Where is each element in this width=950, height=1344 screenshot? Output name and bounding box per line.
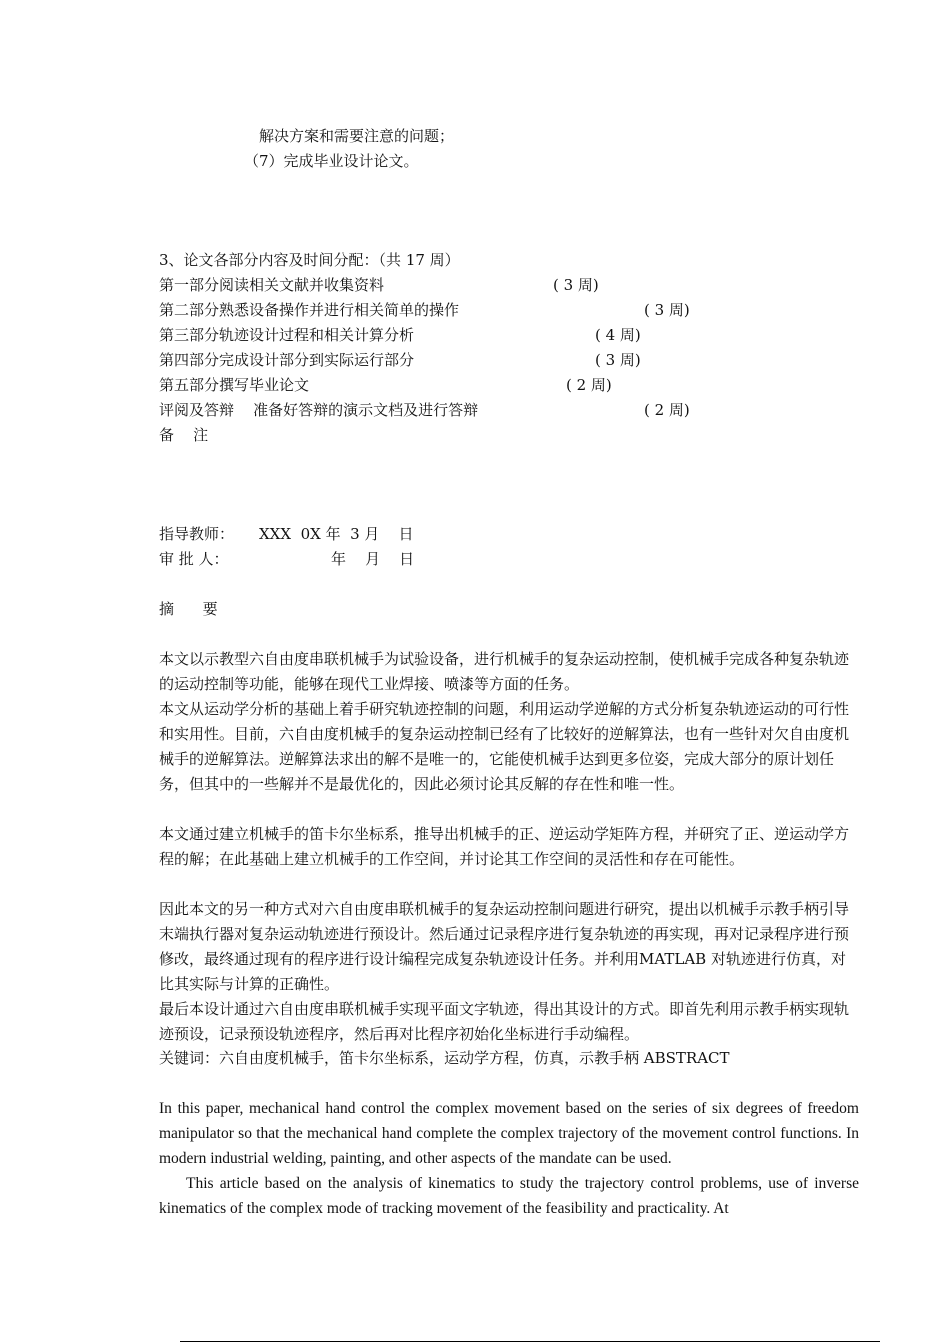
schedule-row-weeks: ( 4 周): [595, 326, 641, 344]
intro-line-1: 解决方案和需要注意的问题；: [259, 127, 455, 145]
keywords-line: 关键词：六自由度机械手，笛卡尔坐标系，运动学方程，仿真，示教手柄 ABSTRACT: [159, 1049, 730, 1067]
schedule-row-label: 第二部分熟悉设备操作并进行相关简单的操作: [159, 301, 460, 319]
approver-value: 年 月 日: [331, 550, 415, 568]
abstract-paragraph: 本文通过建立机械手的笛卡尔坐标系，推导出机械手的正、逆运动学矩阵方程，并研究了正、逆运动学方程的解；在此基础上建立机械手的工作空间，并讨论其工作空间的灵活性和存在可能性。: [159, 825, 850, 868]
schedule-row-weeks: ( 3 周): [595, 351, 641, 369]
schedule-row-label: 第五部分撰写毕业论文: [159, 376, 310, 394]
english-paragraph: This article based on the analysis of kinematics to study the trajectory control problems, use of inverse kinematics of the complex mode of tracking movement of the feasibility and practicality. At: [159, 1175, 859, 1217]
abstract-paragraph: 最后本设计通过六自由度串联机械手实现平面文字轨迹，得出其设计的方式。即首先利用示教手柄实现轨迹预设，记录预设轨迹程序，然后再对比程序初始化坐标进行手动编程。: [159, 1000, 850, 1043]
footer-divider: [180, 1341, 880, 1342]
remarks-label: 备 注: [159, 426, 209, 444]
schedule-row-weeks: ( 3 周): [553, 276, 599, 294]
intro-line-2: （7）完成毕业设计论文。: [244, 152, 419, 170]
approver-label: 审 批 人：: [159, 550, 229, 568]
schedule-row-weeks: ( 2 周): [644, 401, 690, 419]
advisor-label: 指导教师：: [159, 525, 235, 543]
abstract-paragraph: 因此本文的另一种方式对六自由度串联机械手的复杂运动控制问题进行研究，提出以机械手示教手柄引导末端执行器对复杂运动轨迹进行预设计。然后通过记录程序进行复杂轨迹的再实现，再对记录程序进行预修改，最终通过现有的程序进行设计编程完成复杂轨迹设计任务。并利用MATLAB 对轨迹进行仿真，对比其实际与计算的正确性。: [159, 900, 850, 993]
schedule-heading: 3、论文各部分内容及时间分配：（共 17 周）: [159, 251, 460, 269]
schedule-row-label: 第三部分轨迹设计过程和相关计算分析: [159, 326, 415, 344]
schedule-row-label: 评阅及答辩 准备好答辩的演示文档及进行答辩: [159, 401, 479, 419]
schedule-row-label: 第四部分完成设计部分到实际运行部分: [159, 351, 415, 369]
abstract-paragraph: 本文以示教型六自由度串联机械手为试验设备，进行机械手的复杂运动控制，使机械手完成各种复杂轨迹的运动控制等功能，能够在现代工业焊接、喷漆等方面的任务。: [159, 650, 850, 693]
schedule-row-weeks: ( 3 周): [644, 301, 690, 319]
abstract-title: 摘 要: [159, 600, 218, 618]
english-paragraph: In this paper, mechanical hand control the complex movement based on the series of six degrees of freedom manipulator so that the mechanical hand complete the complex trajectory of the movement control functions. In modern industrial welding, painting, and other aspects of the mandate can be used.: [159, 1100, 859, 1167]
schedule-row-label: 第一部分阅读相关文献并收集资料: [159, 276, 385, 294]
advisor-value: XXX 0X 年 3 月 日: [259, 525, 414, 543]
schedule-row-weeks: ( 2 周): [566, 376, 612, 394]
abstract-paragraph: 本文从运动学分析的基础上着手研究轨迹控制的问题，利用运动学逆解的方式分析复杂轨迹运动的可行性和实用性。目前，六自由度机械手的复杂运动控制已经有了比较好的逆解算法，也有一些针对欠自由度机械手的逆解算法。逆解算法求出的解不是唯一的，它能使机械手达到更多位姿，完成大部分的原计划任务，但其中的一些解并不是最优化的，因此必须讨论其反解的存在性和唯一性。: [159, 700, 850, 793]
